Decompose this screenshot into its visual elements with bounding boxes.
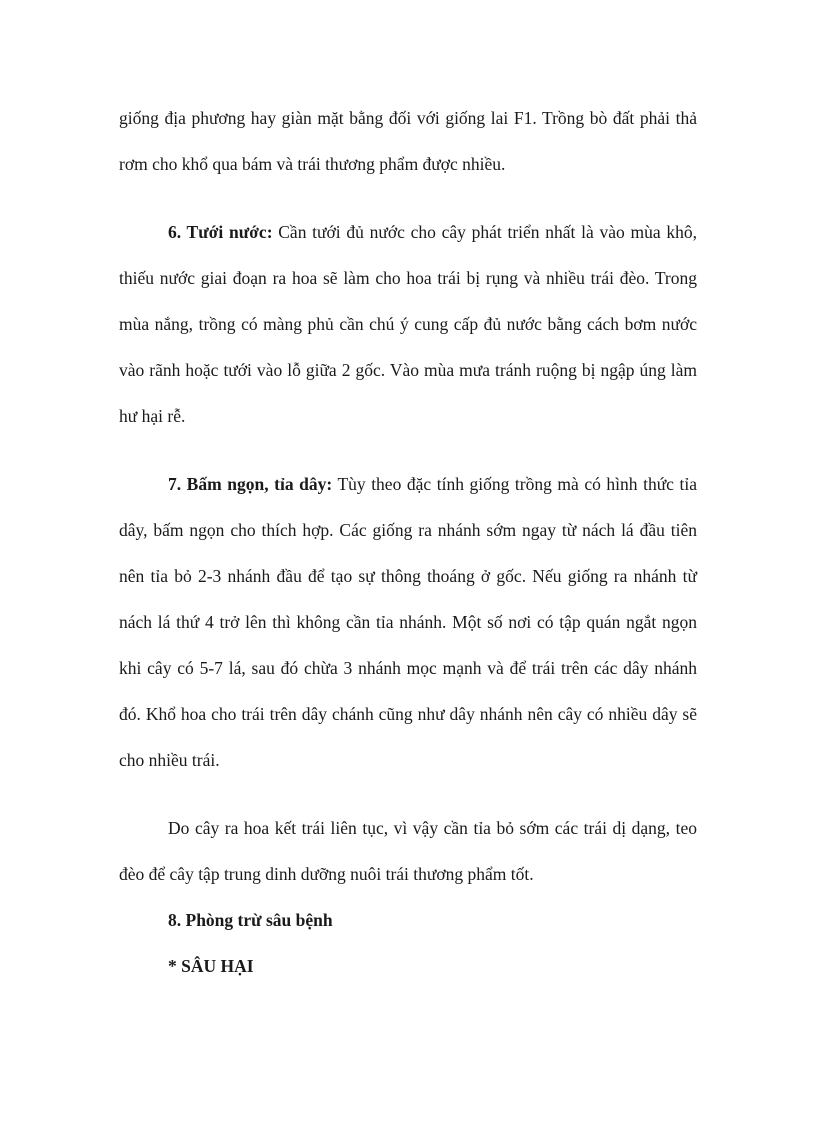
- section-6-label: 6. Tưới nước:: [168, 222, 273, 242]
- section-7-text: Tùy theo đặc tính giống trồng mà có hình thức tỉa dây, bấm ngọn cho thích hợp. Các giống ra nhánh sớm ngay từ nách lá đầu tiên nên tỉa bỏ 2-3 nhánh đầu để tạo sự thông thoáng ở gốc. Nếu giống ra nhánh từ nách lá thứ 4 trở lên thì không cần tỉa nhánh. Một số nơi có tập quán ngắt ngọn khi cây có 5-7 lá, sau đó chừa 3 nhánh mọc mạnh và để trái trên các dây nhánh đó. Khổ hoa cho trái trên dây chánh cũng như dây nhánh nên cây có nhiều dây sẽ cho nhiều trái.: [119, 474, 697, 770]
- section-8-heading: 8. Phòng trừ sâu bệnh: [168, 910, 333, 930]
- paragraph-pruning: [119, 461, 697, 783]
- paragraph-watering: [119, 209, 697, 439]
- paragraph-continued: giống địa phương hay giàn mặt bằng đối với giống lai F1. Trồng bò đất phải thả rơm cho khổ qua bám và trái thương phẩm được nhiều.: [119, 108, 697, 174]
- document-page: [119, 95, 697, 989]
- section-6-text: Cần tưới đủ nước cho cây phát triển nhất là vào mùa khô, thiếu nước giai đoạn ra hoa sẽ làm cho hoa trái bị rụng và nhiều trái đèo. Trong mùa nắng, trồng có màng phủ cần chú ý cung cấp đủ nước bằng cách bơm nước vào rãnh hoặc tưới vào lỗ giữa 2 gốc. Vào mùa mưa tránh ruộng bị ngập úng làm hư hại rễ.: [119, 222, 697, 426]
- pests-heading: * SÂU HẠI: [168, 956, 254, 976]
- paragraph-fruit-thinning: Do cây ra hoa kết trái liên tục, vì vậy cần tỉa bỏ sớm các trái dị dạng, teo đèo để cây tập trung dinh dưỡng nuôi trái thương phẩm tốt.: [119, 818, 697, 884]
- section-7-label: 7. Bấm ngọn, tỉa dây:: [168, 474, 333, 494]
